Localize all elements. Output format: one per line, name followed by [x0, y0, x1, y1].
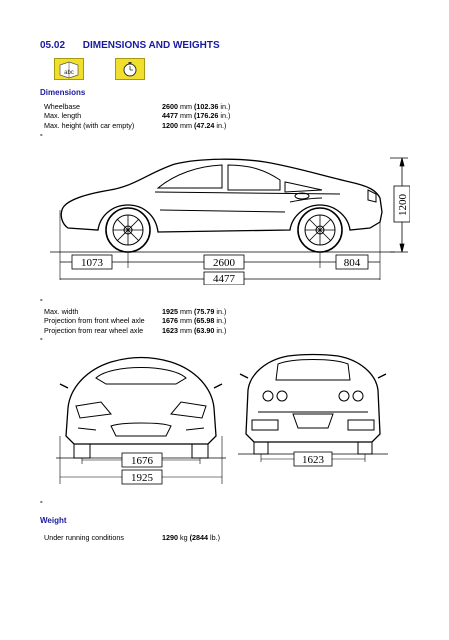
dimensions-heading: Dimensions [40, 88, 86, 97]
spec-row: Max. length 4477 mm (176.26 in.) [44, 111, 231, 121]
weight-spec: Under running conditions 1290 kg (2844 lb.) [44, 533, 220, 542]
max-width-label: 1925 [131, 472, 153, 484]
bullet-mark: - [40, 295, 43, 304]
bullet-mark: - [40, 130, 43, 139]
spec-row: Projection from rear wheel axle 1623 mm (63.90 in.) [44, 325, 227, 335]
width-specs [44, 307, 226, 335]
section-title: DIMENSIONS AND WEIGHTS [82, 40, 220, 51]
section-number: 05.02 [40, 40, 66, 51]
weight-label: Under running conditions [44, 533, 124, 542]
length-label: 4477 [213, 273, 235, 285]
height-dim-label: 1200 [397, 194, 409, 216]
rear-overhang-label: 804 [343, 257, 361, 269]
dimension-specs [44, 102, 230, 130]
page-title [40, 40, 220, 51]
spec-row: Max. height (with car empty) 1200 mm (47.24 in.) [44, 120, 227, 130]
spec-row: Projection from front wheel axle 1676 mm (65.98 in.) [44, 316, 227, 326]
rear-track-label: 1623 [302, 454, 324, 466]
front-track-label: 1676 [131, 455, 153, 467]
stopwatch-icon[interactable] [115, 58, 145, 80]
spec-row: Max. width 1925 mm (75.79 in.) [44, 307, 227, 316]
weight-heading: Weight [40, 516, 67, 525]
wheelbase-label: 2600 [213, 257, 235, 269]
bullet-mark: - [40, 334, 43, 343]
bullet-mark: - [40, 497, 43, 506]
rear-view-drawing [238, 350, 388, 475]
book-icon[interactable] [54, 58, 84, 80]
front-view-drawing [56, 348, 226, 488]
book-icon-label: abc [64, 70, 74, 76]
front-overhang-label: 1073 [81, 257, 103, 269]
spec-row: Wheelbase 2600 mm (102.36 in.) [44, 102, 231, 111]
side-view-drawing [50, 150, 410, 285]
